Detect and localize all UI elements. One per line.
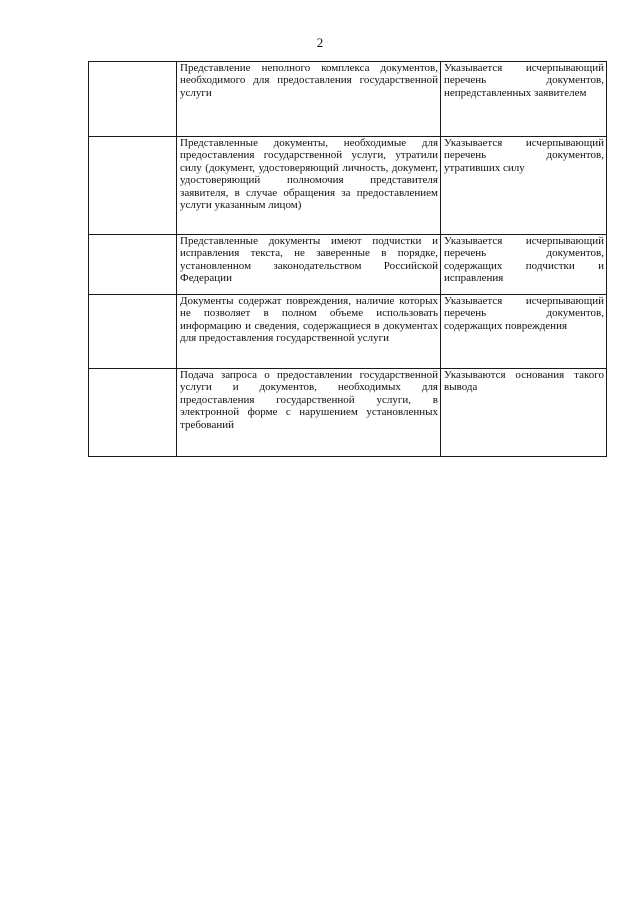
explanation-text: Указывается исчерпывающий перечень документов, содержащих повреждения	[444, 295, 604, 332]
explanation-text: Указывается исчерпывающий перечень документов, утративших силу	[444, 137, 604, 174]
empty-cell	[89, 62, 177, 137]
reason-text: Представление неполного комплекса документов, необходимого для предоставления государственной услуги	[180, 62, 438, 99]
empty-cell	[89, 137, 177, 235]
page-number: 2	[316, 35, 324, 50]
reason-cell	[177, 295, 441, 369]
reason-cell	[177, 137, 441, 235]
table-row	[89, 369, 607, 457]
explanation-text: Указываются основания такого вывода	[444, 369, 604, 394]
explanation-cell	[441, 295, 607, 369]
reason-cell	[177, 369, 441, 457]
empty-cell	[89, 235, 177, 295]
reason-cell	[177, 62, 441, 137]
refusal-reasons-table	[88, 61, 607, 457]
reason-text: Представленные документы, необходимые для предоставления государственной услуги, утратили силу (документ, удостоверяющий личность, документ, удостоверяющий полномочия представителя заявителя, в случае обращения за предоставлением услуги указанным лицом)	[180, 137, 438, 212]
explanation-text: Указывается исчерпывающий перечень документов, содержащих подчистки и исправления	[444, 235, 604, 285]
explanation-text: Указывается исчерпывающий перечень документов, непредставленных заявителем	[444, 62, 604, 99]
reason-text: Документы содержат повреждения, наличие которых не позволяет в полном объеме использовать информацию и сведения, содержащиеся в документах для предоставления государственной услуги	[180, 295, 438, 345]
table-row	[89, 295, 607, 369]
explanation-cell	[441, 235, 607, 295]
reason-cell	[177, 235, 441, 295]
explanation-cell	[441, 369, 607, 457]
reason-text: Представленные документы имеют подчистки и исправления текста, не заверенные в порядке, установленном законодательством Российской Федерации	[180, 235, 438, 285]
explanation-cell	[441, 137, 607, 235]
empty-cell	[89, 295, 177, 369]
table-row	[89, 62, 607, 137]
table-row	[89, 235, 607, 295]
table-row	[89, 137, 607, 235]
empty-cell	[89, 369, 177, 457]
explanation-cell	[441, 62, 607, 137]
reason-text: Подача запроса о предоставлении государственной услуги и документов, необходимых для предоставления государственной услуги, в электронной форме с нарушением установленных требований	[180, 369, 438, 431]
